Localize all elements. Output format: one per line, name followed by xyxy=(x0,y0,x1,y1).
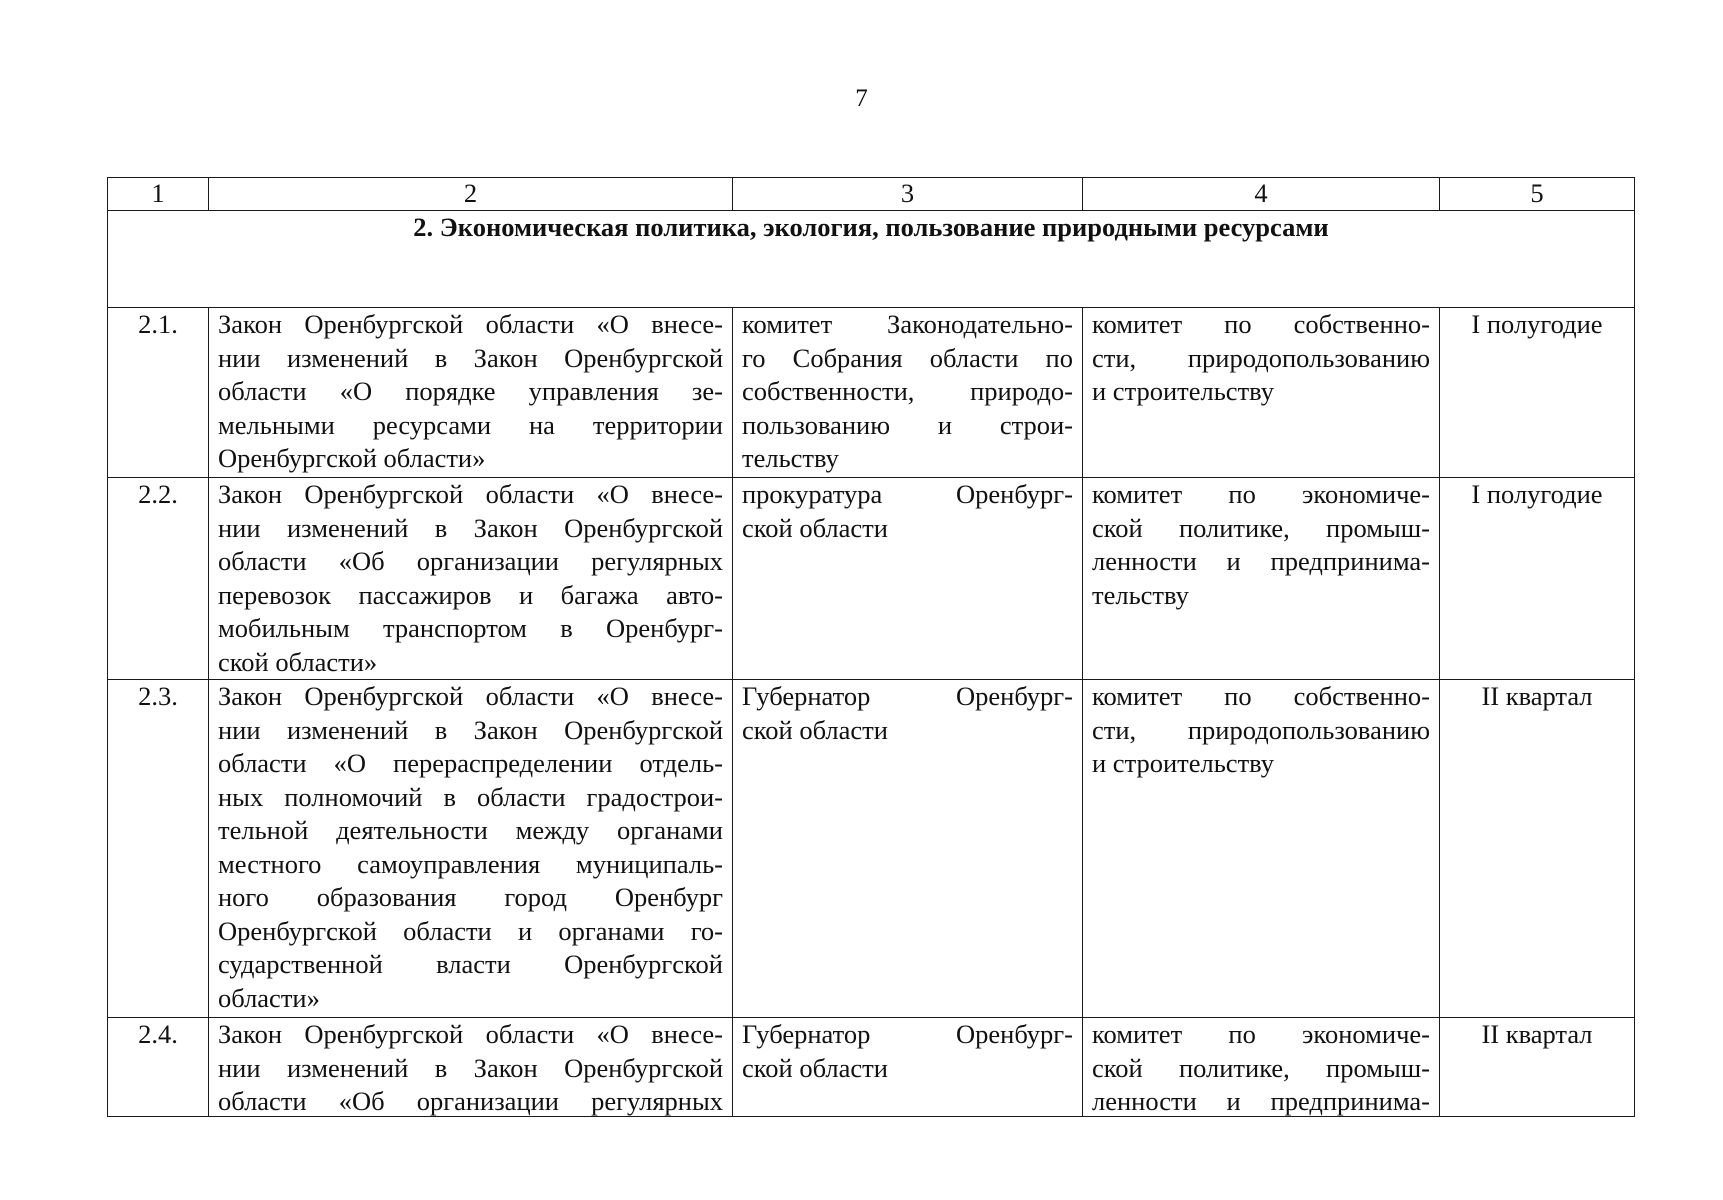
law-title-line: области» xyxy=(218,982,320,1013)
law-title xyxy=(209,478,733,680)
committee-line: ской политике, промыш- xyxy=(1092,512,1430,543)
header-col-4: 4 xyxy=(1083,178,1440,211)
term: I полугодие xyxy=(1440,478,1635,680)
cell-clip xyxy=(218,1018,723,1116)
law-title-line: области «Об организации регулярных xyxy=(218,546,723,576)
term xyxy=(1440,1018,1635,1117)
table-header-row xyxy=(108,178,1635,211)
law-title-line: нии изменений в Закон Оренбургской xyxy=(218,1052,723,1083)
initiator-line: комитет Законодательно- xyxy=(742,309,1073,339)
initiator-line: Губернатор Оренбург- xyxy=(742,681,1073,711)
committee-line: комитет по собственно- xyxy=(1092,681,1430,711)
responsible-committee xyxy=(1083,308,1440,478)
responsible-committee xyxy=(1083,1018,1440,1117)
law-title-line: области «Об организации регулярных xyxy=(218,1086,723,1116)
header-col-5: 5 xyxy=(1440,178,1635,211)
initiator xyxy=(733,308,1083,478)
committee-line: сти, природопользованию xyxy=(1092,714,1430,745)
section-row xyxy=(108,211,1635,308)
law-title-line: Закон Оренбургской области «О внесе- xyxy=(218,479,723,509)
law-title-line: нии изменений в Закон Оренбургской xyxy=(218,342,723,373)
initiator-line: пользованию и строи- xyxy=(742,409,1073,440)
initiator xyxy=(733,1018,1083,1117)
initiator-line: ской области xyxy=(742,512,888,543)
law-title-line: мобильным транспортом в Оренбург- xyxy=(218,613,723,643)
law-title-line: Оренбургской области и органами го- xyxy=(218,915,723,946)
page-number: 7 xyxy=(855,85,868,112)
table-row xyxy=(108,680,1635,1018)
initiator-line: ской области xyxy=(742,1052,888,1083)
law-title-line: Закон Оренбургской области «О внесе- xyxy=(218,309,723,339)
committee-line: тельству xyxy=(1092,579,1189,610)
initiator xyxy=(733,680,1083,1018)
row-number: 2.1. xyxy=(108,308,209,478)
committee-line: и строительству xyxy=(1092,748,1275,778)
header-col-1: 1 xyxy=(108,178,209,211)
responsible-committee xyxy=(1083,680,1440,1018)
row-number xyxy=(108,1018,209,1117)
row-number: 2.3. xyxy=(108,680,209,1018)
law-title-line: тельной деятельности между органами xyxy=(218,815,723,845)
law-title-line: ской области» xyxy=(218,646,378,677)
term-text: II квартал xyxy=(1481,1019,1593,1049)
committee-line: комитет по собственно- xyxy=(1092,309,1430,339)
term: II квартал xyxy=(1440,680,1635,1018)
law-title xyxy=(209,680,733,1018)
initiator-line: Губернатор Оренбург- xyxy=(742,1019,1073,1049)
initiator-line: тельству xyxy=(742,443,839,473)
law-title-line: области «О перераспределении отдель- xyxy=(218,748,723,778)
law-title-line: местного самоуправления муниципаль- xyxy=(218,848,723,879)
law-title-line: нии изменений в Закон Оренбургской xyxy=(218,714,723,745)
responsible-committee xyxy=(1083,478,1440,680)
table-row xyxy=(108,1018,1635,1117)
initiator-line: го Собрания области по xyxy=(742,342,1073,373)
header-col-2: 2 xyxy=(209,178,733,211)
committee-line: ленности и предпринима- xyxy=(1092,1086,1430,1116)
committee-line: ленности и предпринима- xyxy=(1092,546,1430,576)
initiator-line: ской области xyxy=(742,714,888,745)
row-number: 2.2. xyxy=(108,478,209,680)
cell-clip xyxy=(1092,1018,1430,1116)
initiator-line: прокуратура Оренбург- xyxy=(742,479,1073,509)
initiator-line: собственности, природо- xyxy=(742,376,1073,406)
law-title-line: области «О порядке управления зе- xyxy=(218,376,723,406)
committee-line: ской политике, промыш- xyxy=(1092,1052,1430,1083)
cell-clip xyxy=(117,1018,199,1116)
law-title-line: Закон Оренбургской области «О внесе- xyxy=(218,1019,723,1049)
legislative-plan-table xyxy=(107,177,1635,1117)
law-title-line: мельными ресурсами на территории xyxy=(218,409,723,440)
law-title-line: ных полномочий в области градострои- xyxy=(218,781,723,812)
table-row xyxy=(108,478,1635,680)
initiator xyxy=(733,478,1083,680)
row-number-text: 2.4. xyxy=(138,1019,178,1049)
header-col-3: 3 xyxy=(733,178,1083,211)
law-title-line: ного образования город Оренбург xyxy=(218,882,723,912)
committee-line: комитет по экономиче- xyxy=(1092,1019,1430,1049)
law-title xyxy=(209,308,733,478)
law-title-line: Оренбургской области» xyxy=(218,443,486,473)
law-title-line: нии изменений в Закон Оренбургской xyxy=(218,512,723,543)
law-title xyxy=(209,1018,733,1117)
law-title-line: Закон Оренбургской области «О внесе- xyxy=(218,681,723,711)
law-title-line: сударственной власти Оренбургской xyxy=(218,949,723,979)
term: I полугодие xyxy=(1440,308,1635,478)
cell-clip xyxy=(742,1018,1073,1116)
committee-line: и строительству xyxy=(1092,376,1275,406)
table-row xyxy=(108,308,1635,478)
committee-line: сти, природопользованию xyxy=(1092,342,1430,373)
committee-line: комитет по экономиче- xyxy=(1092,479,1430,509)
law-title-line: перевозок пассажиров и багажа авто- xyxy=(218,579,723,610)
cell-clip xyxy=(1449,1018,1625,1116)
section-title: 2. Экономическая политика, экология, пользование природными ресурсами xyxy=(108,211,1635,308)
